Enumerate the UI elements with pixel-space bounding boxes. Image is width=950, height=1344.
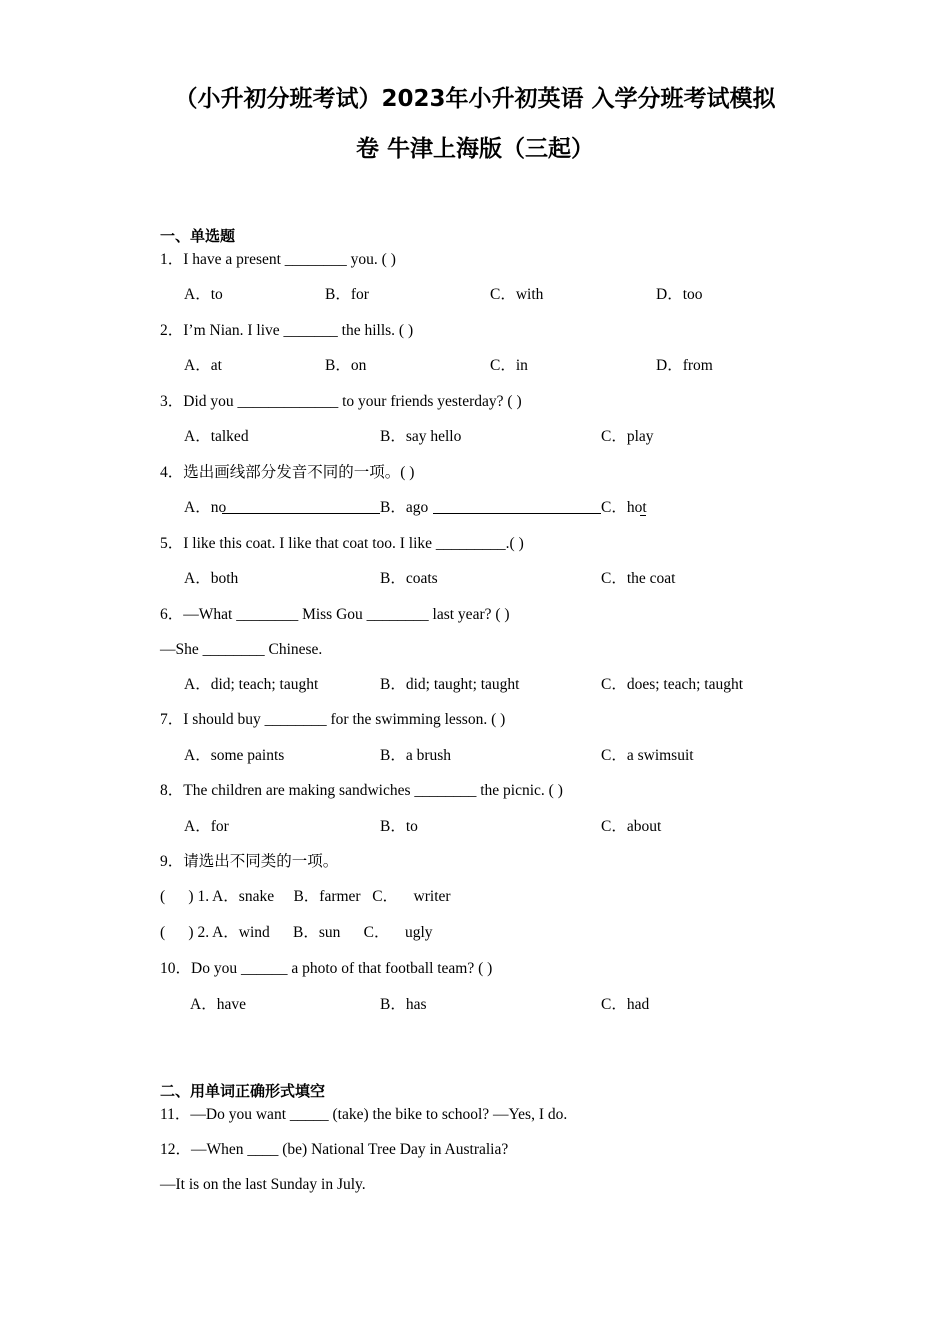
option-b[interactable]: B．on bbox=[325, 357, 367, 374]
question-stem: 12．—When ____ (be) National Tree Day in Australia? bbox=[160, 1141, 509, 1158]
option-b[interactable]: B．for bbox=[325, 286, 369, 303]
question-2 bbox=[0, 320, 950, 342]
underline-mark bbox=[640, 515, 646, 516]
option-c[interactable]: C．about bbox=[601, 818, 662, 835]
question-2-options bbox=[0, 355, 950, 377]
question-stem: 1．I have a present ________ you. ( ) bbox=[160, 251, 396, 268]
option-c[interactable]: C．the coat bbox=[601, 570, 676, 587]
question-4-options bbox=[0, 497, 950, 519]
question-stem: 9．请选出不同类的一项。 bbox=[160, 853, 339, 870]
question-9 bbox=[0, 851, 950, 873]
option-b[interactable]: B．has bbox=[380, 996, 427, 1013]
option-b[interactable]: B．a brush bbox=[380, 747, 452, 764]
question-10-options bbox=[0, 994, 950, 1016]
question-stem: 11．—Do you want _____ (take) the bike to school? —Yes, I do. bbox=[160, 1106, 568, 1123]
answer-blank-line bbox=[433, 513, 601, 514]
question-6-line-2 bbox=[0, 639, 950, 661]
question-12-line-2 bbox=[0, 1174, 950, 1196]
option-b[interactable]: B．did; taught; taught bbox=[380, 676, 520, 693]
question-7-options bbox=[0, 745, 950, 767]
question-11 bbox=[0, 1104, 950, 1126]
option-d[interactable]: D．from bbox=[656, 357, 713, 374]
question-5 bbox=[0, 533, 950, 555]
option-a[interactable]: A．talked bbox=[184, 428, 249, 445]
question-stem: 3．Did you _____________ to your friends yesterday? ( ) bbox=[160, 393, 522, 410]
question-8 bbox=[0, 780, 950, 802]
option-b[interactable]: B．coats bbox=[380, 570, 438, 587]
option-b[interactable]: B．ago bbox=[380, 499, 429, 516]
option-c[interactable]: C．hot bbox=[601, 499, 647, 516]
option-b[interactable]: B．to bbox=[380, 818, 418, 835]
option-c[interactable]: C．play bbox=[601, 428, 654, 445]
question-1 bbox=[0, 249, 950, 271]
question-stem: 5．I like this coat. I like that coat too. I like _________.( ) bbox=[160, 535, 524, 552]
option-a[interactable]: A．both bbox=[184, 570, 239, 587]
option-c[interactable]: C．in bbox=[490, 357, 528, 374]
sub-question: ( ) 1. A．snake B．farmer C． writer bbox=[160, 888, 451, 905]
question-stem: 10．Do you ______ a photo of that football team? ( ) bbox=[160, 960, 493, 977]
option-a[interactable]: A．no bbox=[184, 499, 227, 516]
option-a[interactable]: A．did; teach; taught bbox=[184, 676, 319, 693]
option-c[interactable]: C．had bbox=[601, 996, 650, 1013]
question-4 bbox=[0, 462, 950, 484]
option-a[interactable]: A．have bbox=[190, 996, 246, 1013]
page-title-line-1: （小升初分班考试）2023年小升初英语 入学分班考试模拟 bbox=[174, 86, 776, 112]
option-b[interactable]: B．say hello bbox=[380, 428, 462, 445]
question-10 bbox=[0, 958, 950, 980]
question-3-options bbox=[0, 426, 950, 448]
question-6 bbox=[0, 604, 950, 626]
section-heading-fill-in: 二、用单词正确形式填空 bbox=[160, 1082, 326, 1100]
question-stem: 8．The children are making sandwiches ________ the picnic. ( ) bbox=[160, 782, 563, 799]
question-stem: 4．选出画线部分发音不同的一项。( ) bbox=[160, 464, 415, 481]
answer-blank-line bbox=[222, 513, 380, 514]
option-a[interactable]: A．some paints bbox=[184, 747, 285, 764]
question-7 bbox=[0, 709, 950, 731]
question-12 bbox=[0, 1139, 950, 1161]
option-c[interactable]: C．with bbox=[490, 286, 544, 303]
option-d[interactable]: D．too bbox=[656, 286, 703, 303]
question-stem: 6．—What ________ Miss Gou ________ last year? ( ) bbox=[160, 606, 510, 623]
option-a[interactable]: A．for bbox=[184, 818, 229, 835]
option-a[interactable]: A．at bbox=[184, 357, 222, 374]
option-a[interactable]: A．to bbox=[184, 286, 223, 303]
question-5-options bbox=[0, 568, 950, 590]
question-stem-continued: —It is on the last Sunday in July. bbox=[160, 1176, 366, 1193]
question-8-options bbox=[0, 816, 950, 838]
question-3 bbox=[0, 391, 950, 413]
question-6-options bbox=[0, 674, 950, 696]
question-stem-continued: —She ________ Chinese. bbox=[160, 641, 323, 658]
option-c[interactable]: C．a swimsuit bbox=[601, 747, 694, 764]
question-9-sub-2 bbox=[0, 922, 950, 944]
question-stem: 7．I should buy ________ for the swimming lesson. ( ) bbox=[160, 711, 506, 728]
option-c[interactable]: C．does; teach; taught bbox=[601, 676, 744, 693]
page-title-line-2: 卷 牛津上海版（三起） bbox=[355, 136, 594, 162]
question-1-options bbox=[0, 284, 950, 306]
question-stem: 2．I’m Nian. I live _______ the hills. ( ) bbox=[160, 322, 414, 339]
sub-question: ( ) 2. A．wind B．sun C． ugly bbox=[160, 924, 433, 941]
section-heading-single-choice: 一、单选题 bbox=[160, 227, 236, 245]
question-9-sub-1 bbox=[0, 886, 950, 908]
